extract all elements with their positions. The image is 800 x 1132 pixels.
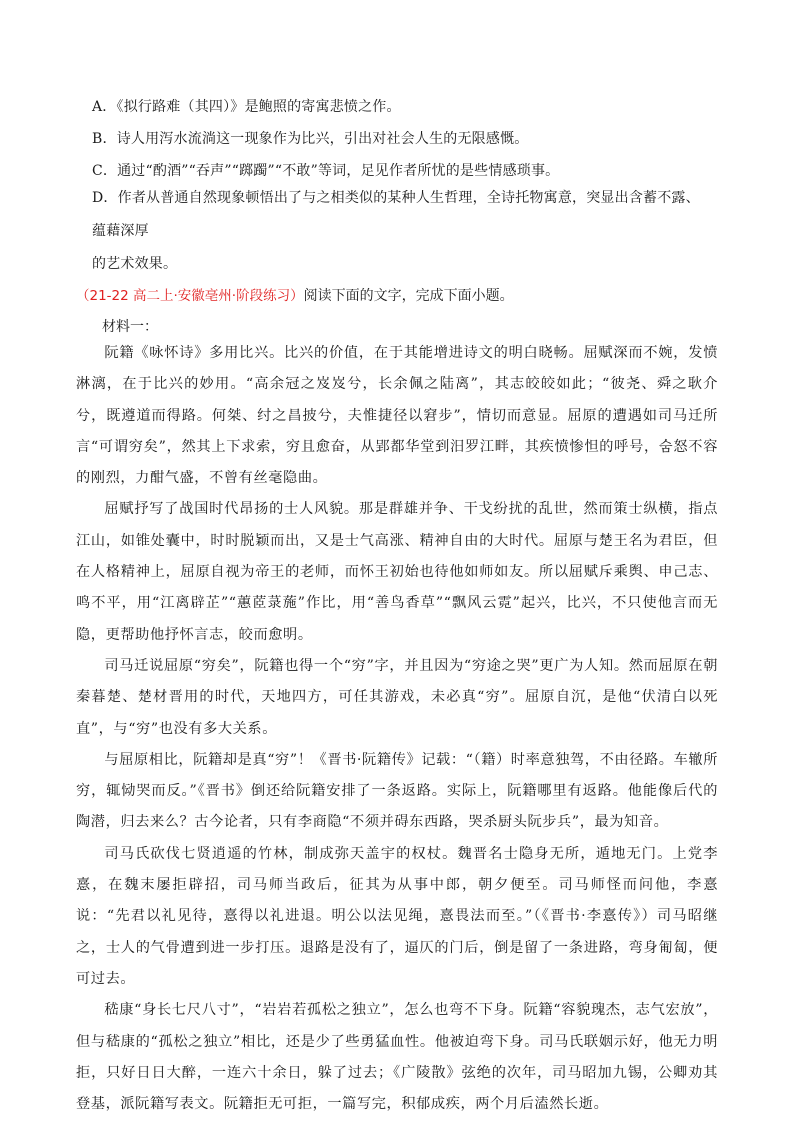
option-b: B．诗人用泻水流淌这一现象作为比兴，引出对社会人生的无限感慨。 — [92, 131, 529, 147]
material-body — [76, 338, 718, 1120]
option-d-line2: 的艺术效果。 — [92, 256, 178, 272]
paragraph: 司马迁说屈原“穷矣”，阮籍也得一个“穷”字，并且因为“穷途之哭”更广为人知。然而屈原在朝秦暮楚、楚材晋用的时代，天地四方，可任其游戏，未必真“穷”。屈原自沉，是他“伏清白以死直”，与“穷”也没有多大关系。 — [76, 657, 718, 737]
paragraph: 与屈原相比，阮籍却是真“穷”！《晋书·阮籍传》记载：“（籍）时率意独驾，不由径路。车辙所穷，辄恸哭而反。”《晋书》倒还给阮籍安排了一条返路。实际上，阮籍哪里有返路。他能像后代的陶潜，归去来么？古今论者，只有李商隐“不须并碍东西路，哭杀厨头阮步兵”，最为知音。 — [76, 751, 718, 831]
paragraph: 屈赋抒写了战国时代昂扬的士人风貌。那是群雄并争、干戈纷扰的乱世，然而策士纵横，指点江山，如锥处囊中，时时脱颖而出，又是士气高涨、精神自由的大时代。屈原与楚王名为君臣，但在人格精神上，屈原自视为帝王的老师，而怀王初始也待他如师如友。所以屈赋斥乘舆、申己志、鸣不平，用“江离辟芷”“蕙茝菉葹”作比，用“善鸟香草”“飘风云霓”起兴，比兴，不只使他言而无隐，更帮助他抒怀言志，皎而愈明。 — [76, 501, 718, 643]
question-header — [76, 285, 514, 307]
question-instruction: 阅读下面的文字，完成下面小题。 — [303, 288, 514, 304]
option-d-line1: D．作者从普通自然现象顿悟出了与之相类似的某种人生哲理，全诗托物寓意，突显出含蓄不露、蕴藉深厚 — [92, 190, 700, 239]
paragraph: 司马氏砍伐七贤逍遥的竹林，制成弥天盖宇的权杖。魏晋名士隐身无所，遁地无门。上党李憙，在魏末屡拒辟招，司马师当政后，征其为从事中郎，朝夕便至。司马师怪而问他，李憙说：“先君以礼见待，憙得以礼进退。明公以法见绳，憙畏法而至。”（《晋书·李憙传》）司马昭继之，士人的气骨遭到进一步打压。退路是没有了，逼仄的门后，倒是留了一条进路，弯身匍匐，便可过去。 — [76, 845, 718, 987]
option-c: C．通过“酌酒”“吞声”“踯躅”“不敢”等词，足见作者所忧的是些情感琐事。 — [92, 163, 560, 179]
material-label: 材料一： — [102, 319, 158, 335]
option-d — [92, 182, 714, 281]
paragraph: 阮籍《咏怀诗》多用比兴。比兴的价值，在于其能增进诗文的明白晓畅。屈赋深而不婉，发愤淋漓，在于比兴的妙用。“高余冠之岌岌兮，长余佩之陆离”，其志皎皎如此；“彼尧、舜之耿介兮，既遵道而得路。何桀、纣之昌披兮，夫惟捷径以窘步”，情切而意显。屈原的遭遇如司马迁所言“可谓穷矣”，然其上下求索，穷且愈奋，从郢都华堂到汨罗江畔，其疾愤惨怛的呼号，숨怒不容的刚烈，力酣气盛，不曾有丝毫隐曲。 — [76, 345, 718, 487]
question-source: （21-22 高二上·安徽亳州·阶段练习） — [76, 288, 304, 304]
option-a: A．《拟行路难（其四）》是鲍照的寄寓悲愤之作。 — [92, 99, 401, 115]
paragraph: 嵇康“身长七尺八寸”，“岩岩若孤松之独立”，怎么也弯不下身。阮籍“容貌瑰杰，志气宏放”，但与嵇康的“孤松之独立”相比，还是少了些勇猛血性。他被迫弯下身。司马氏联姻示好，他无力明拒，只好日日大醉，一连六十余日，躲了过去；《广陵散》弦绝的次年，司马昭加九锡，公卿劝其登基，派阮籍写表文。阮籍拒无可拒，一篇写完，积郁成疾，两个月后溘然长逝。 — [76, 1002, 718, 1113]
